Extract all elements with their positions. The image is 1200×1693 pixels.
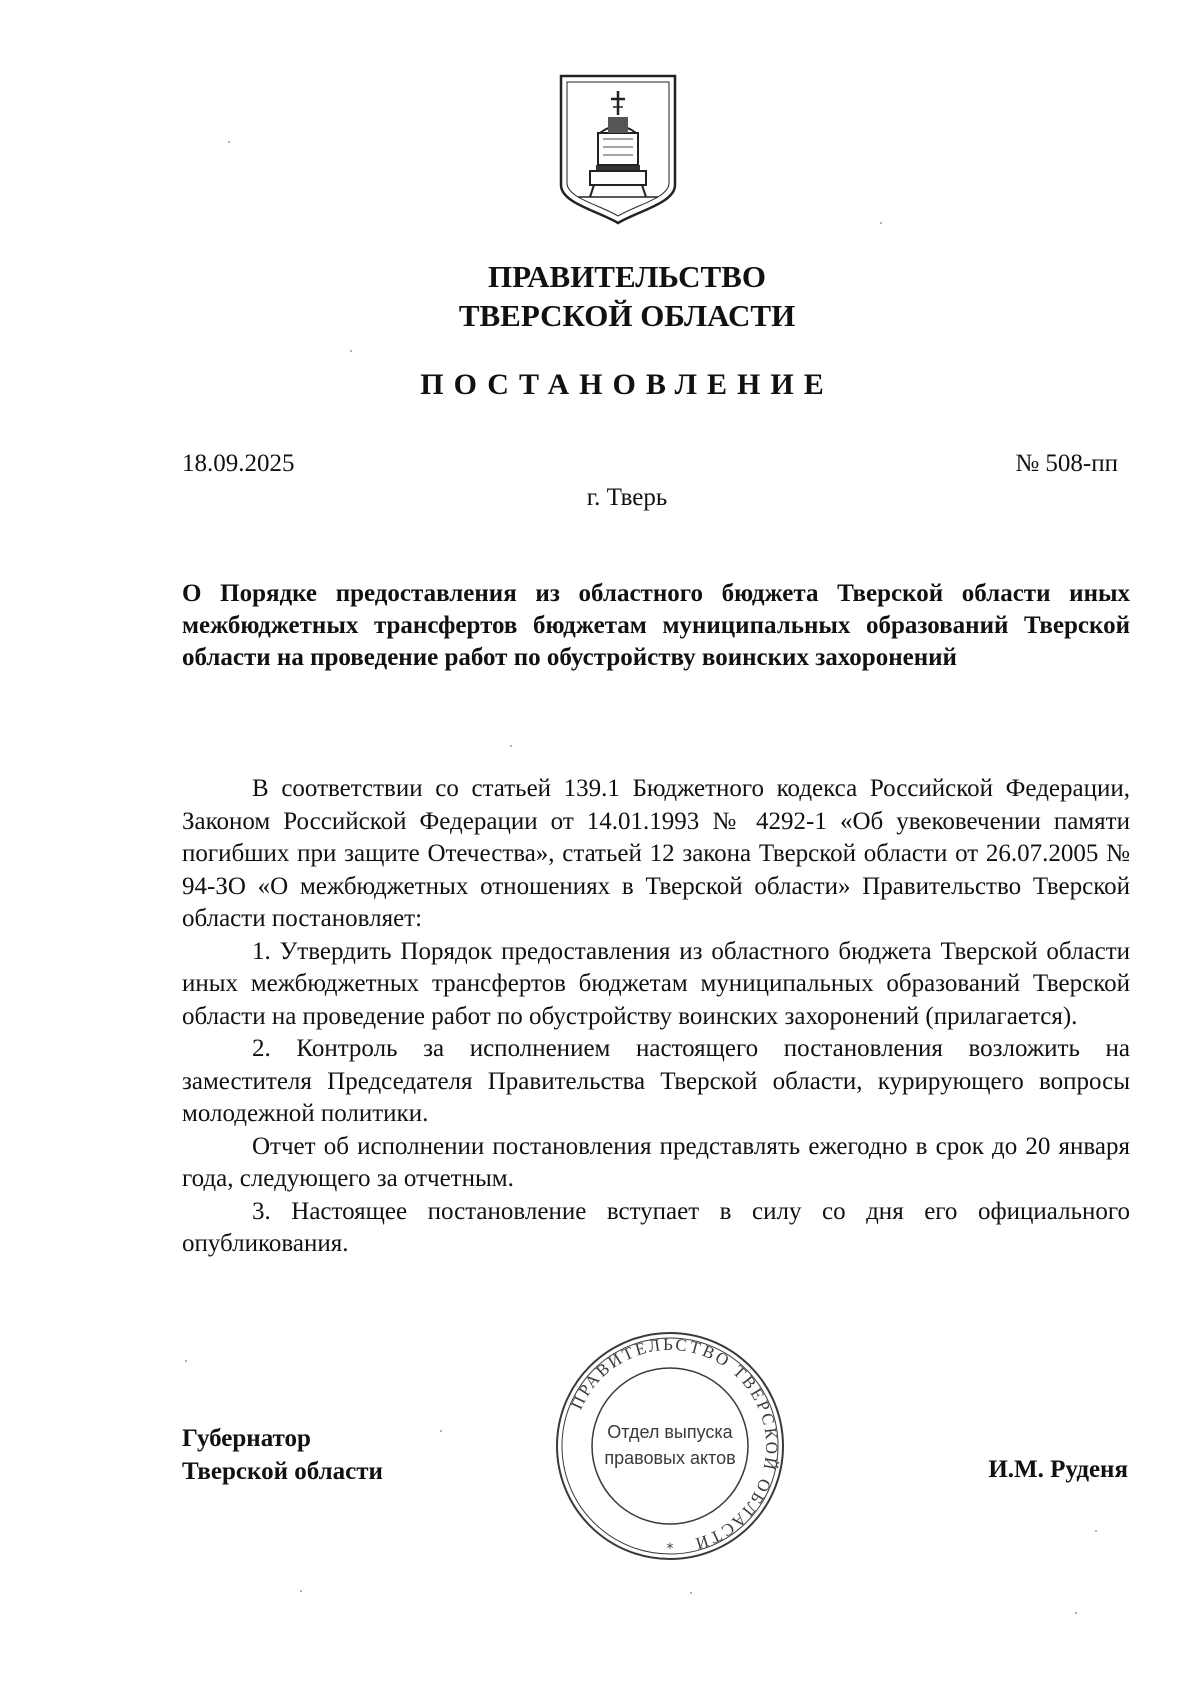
org-name-line2: ТВЕРСКОЙ ОБЛАСТИ (458, 298, 796, 333)
item-2-paragraph: 2. Контроль за исполнением настоящего постановления возложить на заместителя Председателя Правительства Тверской области, курирующего вопросы молодежной политики. (182, 1035, 1130, 1127)
signatory-position-line1: Губернатор (182, 1425, 311, 1452)
document-city: г. Тверь (586, 484, 668, 511)
stamp-center-line2: правовых актов (604, 1448, 736, 1468)
signatory-name: И.М. Руденя (988, 1456, 1128, 1483)
svg-text:*: * (666, 1541, 674, 1557)
item-3-paragraph: 3. Настоящее постановление вступает в силу со дня его официального опубликования. (182, 1197, 1130, 1257)
coat-of-arms-icon (558, 73, 678, 225)
org-name-line1: ПРАВИТЕЛЬСТВО (488, 259, 766, 294)
document-type: ПОСТАНОВЛЕНИЕ (420, 368, 834, 401)
svg-text:ПРАВИТЕЛЬСТВО ТВЕРСКОЙ ОБЛАСТИ: ПРАВИТЕЛЬСТВО ТВЕРСКОЙ ОБЛАСТИ (566, 1334, 782, 1554)
item-2-report-paragraph: Отчет об исполнении постановления представлять ежегодно в срок до 20 января года, следующего за отчетным. (182, 1132, 1130, 1192)
preamble-paragraph: В соответствии со статьей 139.1 Бюджетного кодекса Российской Федерации, Законом Российской Федерации от 14.01.1993 № 4292-1 «Об увековечении памяти погибших при защите Отечества», статьей 12 закона Тверской области от 26.07.2005 № 94-ЗО «О межбюджетных отношениях в Тверской области» Правительство Тверской области постановляет: (182, 775, 1130, 932)
official-stamp (554, 1330, 786, 1562)
signatory-position-line2: Тверской области (182, 1458, 383, 1485)
document-body (182, 773, 1130, 1261)
document-date: 18.09.2025 (182, 450, 295, 477)
document-number: № 508-пп (1015, 450, 1118, 477)
stamp-center-line1: Отдел выпуска (607, 1422, 733, 1442)
signatory-position (182, 1422, 383, 1488)
item-1-paragraph: 1. Утвердить Порядок предоставления из областного бюджета Тверской области иных межбюджетных трансфертов бюджетам муниципальных образований Тверской области на проведение работ по обустройству воинских захоронений (прилагается). (182, 937, 1130, 1030)
document-title: О Порядке предоставления из областного бюджета Тверской области иных межбюджетных трансфертов бюджетам муниципальных образований Тверской области на проведение работ по обустройству воинских захоронений (182, 580, 1130, 671)
